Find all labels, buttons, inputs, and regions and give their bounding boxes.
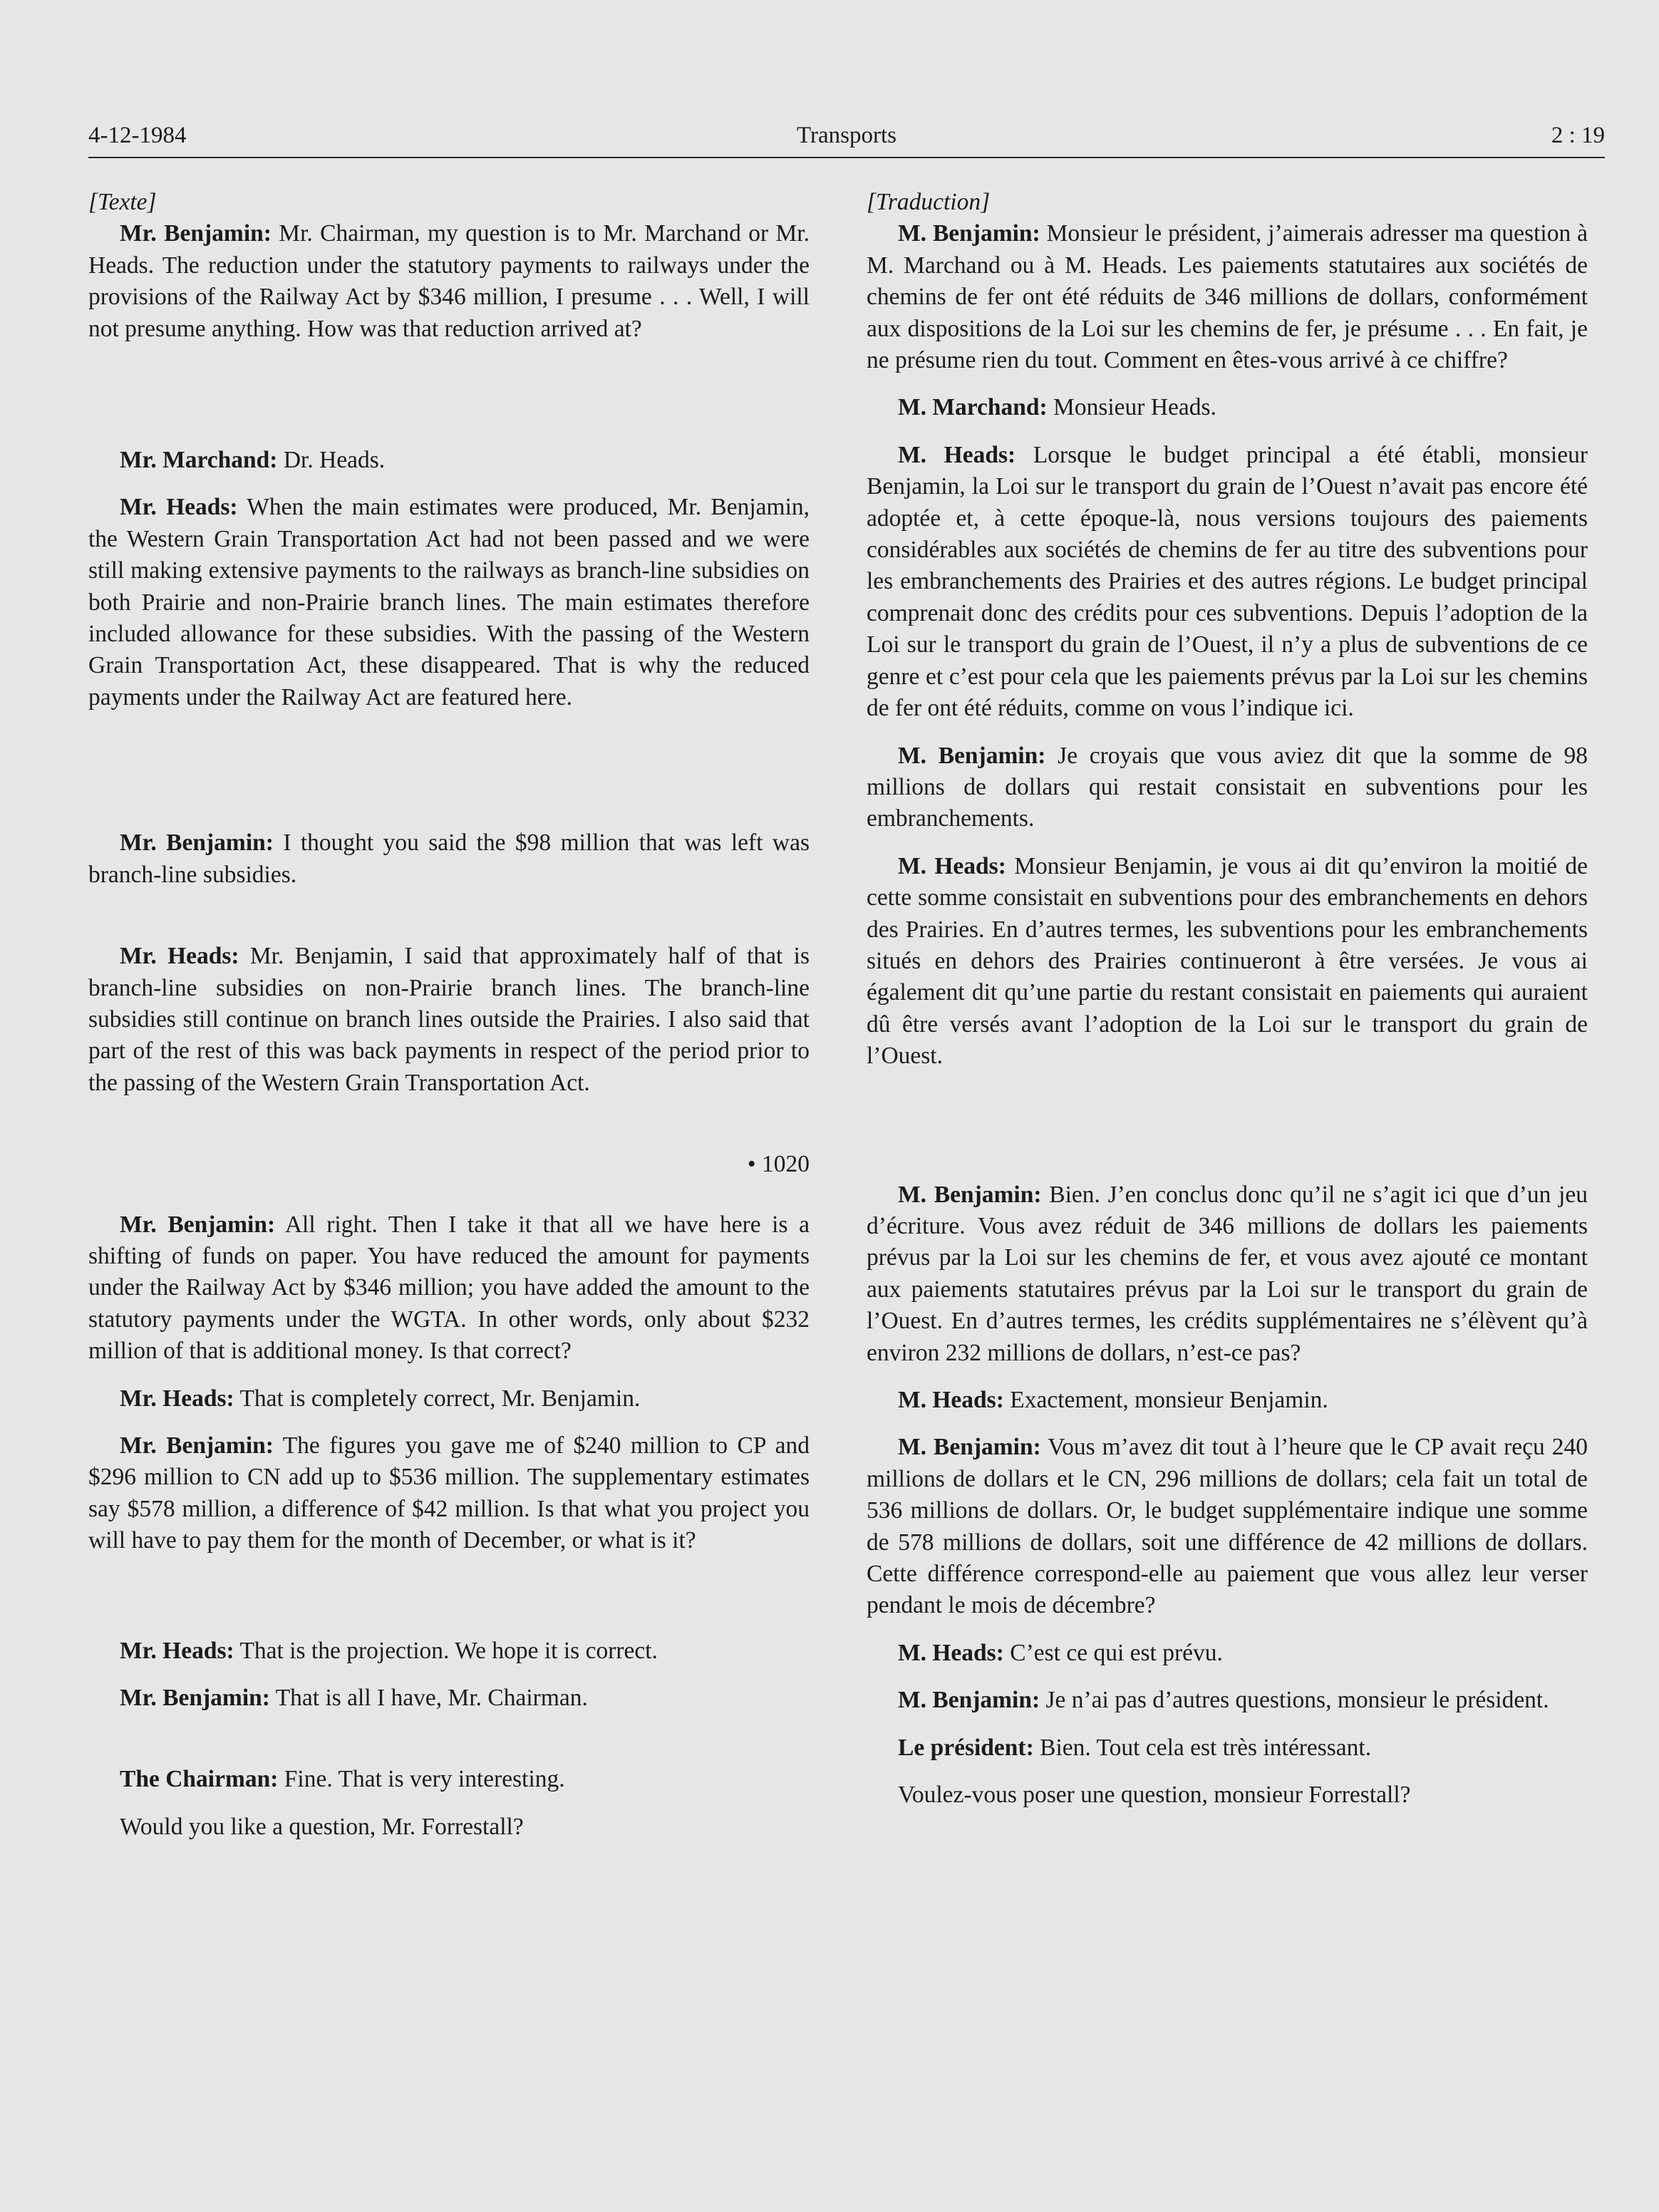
paragraph — [867, 1732, 1588, 1764]
paragraph — [88, 492, 810, 713]
speaker-name: M. Benjamin: — [898, 1181, 1042, 1208]
paragraph-text: Mr. Benjamin, I said that approximately half of that is branch-line subsidies on non-Prairie branch lines. The branch-line subsidies still continue on branch lines outside the Prairies. I also said that part of the rest of this was back payments in respect of the period prior to the passing of the Western Grain Transportation Act. — [88, 943, 810, 1096]
paragraph — [867, 1685, 1588, 1716]
speaker-name: Mr. Benjamin: — [120, 220, 272, 247]
header-page-number: 2 : 19 — [1551, 123, 1605, 148]
paragraph — [867, 218, 1588, 376]
paragraph-text: Je n’ai pas d’autres questions, monsieur le président. — [1040, 1687, 1549, 1714]
speaker-name: Mr. Heads: — [120, 1637, 234, 1664]
speaker-name: The Chairman: — [120, 1766, 279, 1793]
paragraph-text: Bien. Tout cela est très intéressant. — [1033, 1734, 1372, 1761]
paragraph-text: That is the projection. We hope it is correct. — [234, 1637, 658, 1664]
speaker-name: M. Benjamin: — [898, 1687, 1040, 1714]
header-title: Transports — [797, 123, 896, 148]
speaker-name: Le président: — [898, 1734, 1034, 1761]
paragraph-text: Vous m’avez dit tout à l’heure que le CP avait reçu 240 millions de dollars et le CN, 296 millions de dollars; cela fait un total de 536 millions de dollars. Or, le budget supplémentaire indique une somme de 578 millions de dollars, soit une différence de 42 millions de dollars. Cette différence correspond-elle au paiement que vous allez leur verser pendant le mois de décembre? — [867, 1434, 1588, 1619]
paragraph — [867, 1432, 1588, 1621]
paragraph — [88, 445, 810, 476]
speaker-name: M. Heads: — [898, 852, 1006, 879]
speaker-name: Mr. Benjamin: — [120, 1685, 270, 1711]
paragraph — [88, 1383, 810, 1415]
speaker-name: M. Heads: — [898, 1639, 1004, 1666]
paragraph — [88, 1764, 810, 1795]
text-label: [Texte] — [88, 189, 157, 215]
paragraph — [88, 1635, 810, 1667]
paragraph — [867, 1385, 1588, 1416]
paragraph — [867, 1779, 1588, 1811]
paragraph — [88, 218, 810, 345]
french-column — [867, 187, 1588, 1811]
paragraph-text: Bien. J’en conclus donc qu’il ne s’agit ici que d’un jeu d’écriture. Vous avez réduit de 346 millions de dollars les paiements prévus par la Loi sur les chemins de fer, et vous avez ajouté ce montant aux paiements statutaires prévus par la Loi sur le transport du grain de l’Ouest. En d’autres termes, les crédits supplémentaires ne s’élèvent qu’à environ 232 millions de dollars, n’est-ce pas? — [867, 1181, 1588, 1366]
paragraph — [867, 440, 1588, 725]
speaker-name: M. Benjamin: — [898, 220, 1040, 247]
speaker-name: Mr. Benjamin: — [120, 1432, 274, 1459]
paragraph — [867, 1638, 1588, 1669]
paragraph — [867, 851, 1588, 1073]
translation-label: [Traduction] — [867, 189, 991, 215]
speaker-name: Mr. Benjamin: — [120, 830, 274, 857]
paragraph-text: Exactement, monsieur Benjamin. — [1003, 1387, 1328, 1413]
paragraph — [867, 392, 1588, 423]
paragraph — [88, 827, 810, 891]
paragraph — [88, 1209, 810, 1368]
paragraph-text: Voulez-vous poser une question, monsieur Forrestall? — [898, 1782, 1411, 1809]
speaker-name: Mr. Benjamin: — [120, 1211, 276, 1238]
paragraph-text: The figures you gave me of $240 million to CP and $296 million to CN add up to $536 million. The supplementary estimates say $578 million, a difference of $42 million. Is that what you project you will have to pay them for the month of December, or what is it? — [88, 1432, 810, 1554]
paragraph-text: Lorsque le budget principal a été établi, monsieur Benjamin, la Loi sur le transport du grain de l’Ouest n’avait pas encore été adoptée et, à cette époque-là, nous versions toujours des paiements considérables aux sociétés de chemins de fer au titre des subventions pour les embranchements des Prairies et des autres régions. Le budget principal comprenait donc des crédits pour ces subventions. Depuis l’adoption de la Loi sur le transport du grain de l’Ouest, il n’y a plus de subventions de ce genre et c’est pour cela que les paiements prévus par la Loi sur les chemins de fer ont été réduits, comme on vous l’indique ici. — [867, 441, 1588, 722]
paragraph-text: That is completely correct, Mr. Benjamin. — [234, 1385, 641, 1412]
paragraph-text: Fine. That is very interesting. — [278, 1766, 565, 1793]
paragraph-text: C’est ce qui est prévu. — [1003, 1639, 1223, 1666]
paragraph-text: Monsieur Heads. — [1047, 394, 1216, 421]
speaker-name: Mr. Marchand: — [120, 447, 278, 474]
paragraph-text: Mr. Chairman, my question is to Mr. Marchand or Mr. Heads. The reduction under the statutory payments to railways under the provisions of the Railway Act by $346 million, I presume . . . Well, I will not presume anything. How was that reduction arrived at? — [88, 220, 810, 342]
paragraph — [88, 1683, 810, 1714]
speaker-name: Mr. Heads: — [120, 943, 239, 970]
paragraph-text: That is all I have, Mr. Chairman. — [269, 1685, 588, 1711]
paragraph-text: Dr. Heads. — [277, 447, 386, 474]
paragraph — [88, 1430, 810, 1557]
speaker-name: M. Heads: — [898, 441, 1016, 468]
speaker-name: M. Marchand: — [898, 394, 1048, 421]
paragraph-text: I thought you said the $98 million that was left was branch-line subsidies. — [88, 830, 810, 888]
speaker-name: Mr. Heads: — [120, 1385, 234, 1412]
paragraph-text: Je croyais que vous aviez dit que la somme de 98 millions de dollars qui restait consistait en subventions pour les embranchements. — [867, 742, 1588, 832]
paragraph — [867, 740, 1588, 835]
paragraph — [88, 941, 810, 1099]
page-header — [88, 120, 1605, 158]
paragraph — [88, 1812, 810, 1843]
time-marker: • 1020 — [747, 1151, 810, 1178]
speaker-name: M. Benjamin: — [898, 742, 1046, 769]
paragraph-text: All right. Then I take it that all we have here is a shifting of funds on paper. You have reduced the amount for payments under the Railway Act by $346 million; you have added the amount to the statutory payments under the WGTA. In other words, only about $232 million of that is additional money. Is that correct? — [88, 1211, 810, 1365]
paragraph-text: Would you like a question, Mr. Forrestall? — [120, 1813, 524, 1840]
speaker-name: Mr. Heads: — [120, 494, 238, 521]
paragraph — [867, 1179, 1588, 1369]
speaker-name: M. Heads: — [898, 1387, 1004, 1413]
paragraph-text: Monsieur Benjamin, je vous ai dit qu’environ la moitié de cette somme consistait en subventions pour des embranchements en dehors des Prairies. En d’autres termes, les subventions pour les embranchements situés en dehors des Prairies continueront à être versées. Je vous ai également dit qu’une partie du restant consistait en paiements qui auraient dû être versés avant l’adoption de la Loi sur le transport du grain de l’Ouest. — [867, 852, 1588, 1070]
header-date: 4-12-1984 — [88, 123, 187, 148]
english-column — [88, 187, 810, 1843]
paragraph-text: Monsieur le président, j’aimerais adresser ma question à M. Marchand ou à M. Heads. Les paiements statutaires aux sociétés de chemins de fer ont été réduits de 346 millions de dollars, conformément aux dispositions de la Loi sur les chemins de fer, je présume . . . En fait, je ne présume rien du tout. Comment en êtes-vous arrivé à ce chiffre? — [867, 220, 1588, 374]
paragraph-text: When the main estimates were produced, Mr. Benjamin, the Western Grain Transportation Act had not been passed and we were still making extensive payments to the railways as branch-line subsidies on both Prairie and non-Prairie branch lines. The main estimates therefore included allowance for these subsidies. With the passing of the Western Grain Transportation Act, these disappeared. That is why the reduced payments under the Railway Act are featured here. — [88, 494, 810, 710]
speaker-name: M. Benjamin: — [898, 1434, 1041, 1461]
